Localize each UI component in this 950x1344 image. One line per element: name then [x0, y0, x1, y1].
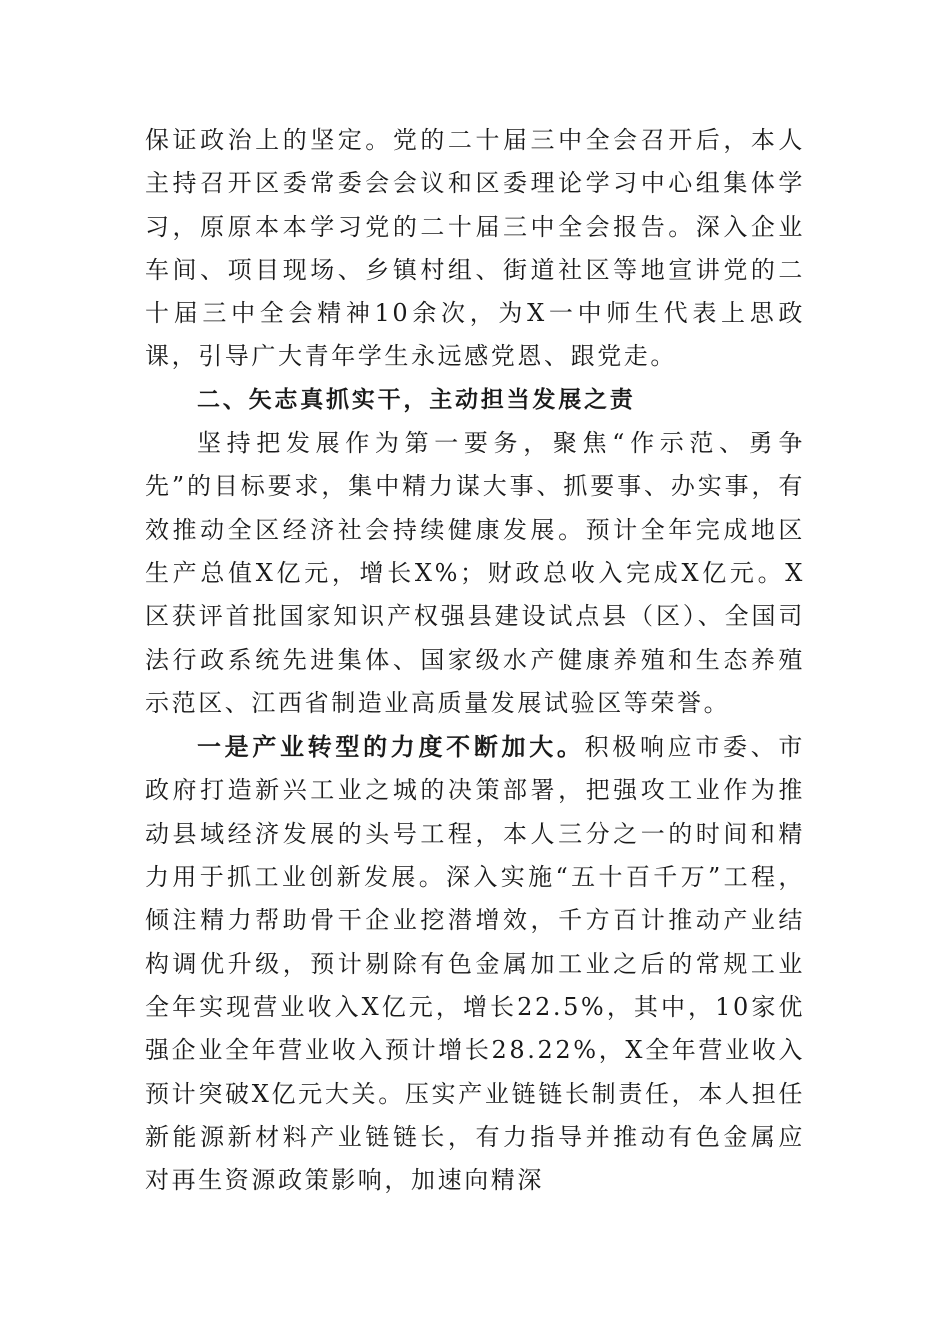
paragraph-development-summary: 坚持把发展作为第一要务，聚焦“作示范、勇争先”的目标要求，集中精力谋大事、抓要事、办实事，有效推动全区经济社会持续健康发展。预计全年完成地区生产总值X亿元，增长X%；财政总收入完成X亿元。X区获评首批国家知识产权强县建设试点县（区）、全国司法行政系统先进集体、国家级水产健康养殖和生态养殖示范区、江西省制造业高质量发展试验区等荣誉。 [145, 429, 805, 717]
paragraph-lead-phrase: 一是产业转型的力度不断加大。 [197, 732, 585, 762]
section-heading-2: 二、矢志真抓实干，主动担当发展之责 [197, 386, 636, 413]
paragraph-political-study: 保证政治上的坚定。党的二十届三中全会召开后，本人主持召开区委常委会会议和区委理论学习中心组集体学习，原原本本学习党的二十届三中全会报告。深入企业车间、项目现场、乡镇村组、街道社区等地宣讲党的二十届三中全会精神10余次，为X一中师生代表上思政课，引导广大青年学生永远感党恩、跟党走。 [145, 126, 805, 371]
document-page [145, 119, 805, 1202]
paragraph-industrial-transformation [145, 725, 805, 1202]
paragraph-body-text: 积极响应市委、市政府打造新兴工业之城的决策部署，把强攻工业作为推动县域经济发展的头号工程，本人三分之一的时间和精力用于抓工业创新发展。深入实施“五十百千万”工程，倾注精力帮助骨干企业挖潜增效，千方百计推动产业结构调优升级，预计剔除有色金属加工业之后的常规工业全年实现营业收入X亿元，增长22.5%，其中，10家优强企业全年营业收入预计增长28.22%，X全年营业收入预计突破X亿元大关。压实产业链链长制责任，本人担任新能源新材料产业链链长，有力指导并推动有色金属应对再生资源政策影响，加速向精深 [145, 733, 805, 1195]
